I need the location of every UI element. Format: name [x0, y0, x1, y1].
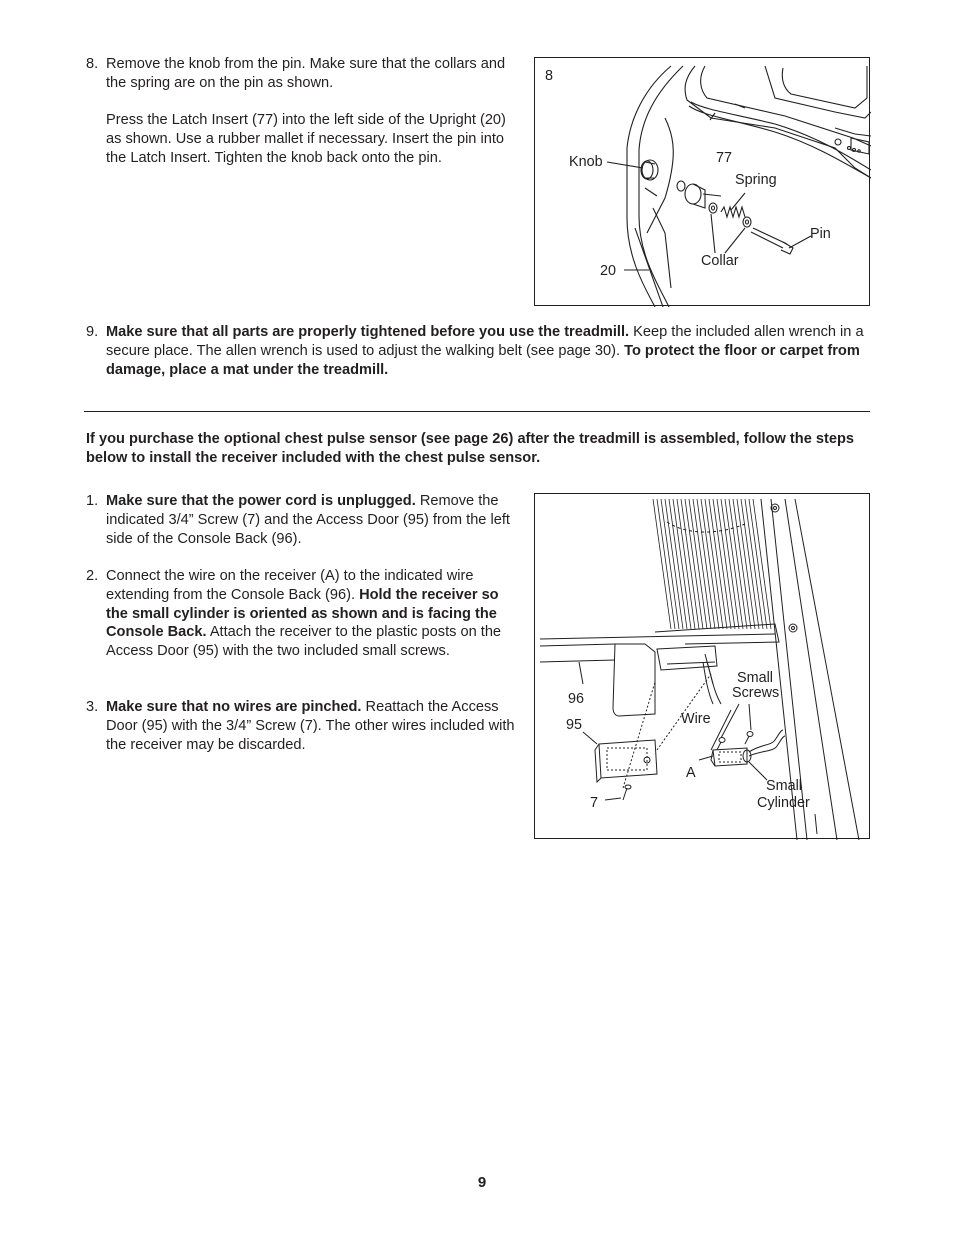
receiver-step-1-body: Remove the indicated 3/4” Screw (7) and the Access Door (95) from the left side of the Console Back (96). [106, 493, 510, 547]
receiver-step-2-body-1: Connect the wire on the receiver (A) to the indicated wire extending from the Console Back (96). [106, 568, 474, 603]
label-part-20: 20 [600, 263, 617, 279]
label-part-96: 96 [568, 691, 585, 707]
receiver-step-2-number: 2. [86, 568, 99, 584]
label-wire: Wire [681, 711, 711, 727]
receiver-illustration [535, 494, 871, 840]
receiver-step-3-text [106, 698, 518, 754]
label-pin: Pin [810, 226, 831, 242]
receiver-step-2-text [106, 567, 518, 661]
receiver-step-3-body: Reattach the Access Door (95) with the 3/4” Screw (7). The other wires included with the receiver may be discarded. [106, 699, 515, 753]
receiver-step-1-text [106, 492, 518, 548]
receiver-step-2-body-2: Attach the receiver to the plastic posts on the Access Door (95) with the two included small screws. [106, 624, 502, 660]
label-collar: Collar [701, 253, 739, 269]
label-part-77: 77 [716, 150, 733, 166]
page-number: 9 [477, 1174, 487, 1191]
label-part-95: 95 [566, 717, 583, 733]
receiver-step-2-bold: Hold the receiver so the small cylinder is oriented as shown and is facing the Console Back. [106, 586, 499, 641]
figure-8-number: 8 [545, 68, 554, 84]
step-9-bold-2: To protect the floor or carpet from damage, place a mat under the treadmill. [106, 342, 860, 378]
figure-receiver-installation [534, 493, 870, 839]
step-9-bold-1: Make sure that all parts are properly tightened before you use the treadmill. [106, 324, 630, 340]
label-part-7: 7 [590, 795, 599, 811]
label-small-cylinder-1: Small [766, 778, 802, 794]
section-divider [84, 411, 870, 412]
label-spring: Spring [735, 172, 777, 188]
step-9-number: 9. [86, 324, 99, 340]
receiver-step-1-number: 1. [86, 493, 99, 509]
label-knob: Knob [569, 154, 603, 170]
chest-pulse-intro: If you purchase the optional chest pulse sensor (see page 26) after the treadmill is assembled, follow the steps below to install the receiver included with the chest pulse sensor. [86, 431, 855, 466]
label-small-cylinder-2: Cylinder [757, 795, 810, 811]
label-receiver-a: A [686, 765, 696, 781]
label-small-screws-2: Screws [732, 685, 780, 701]
step-8-para-2: Press the Latch Insert (77) into the left side of the Upright (20) as shown. Use a rubber mallet if necessary. Insert the pin into the Latch Insert. Tighten the knob back onto the pin. [106, 112, 506, 166]
step-9-body: Keep the included allen wrench in a secure place. The allen wrench is used to adjust the walking belt (see page 30). [106, 324, 864, 359]
label-small-screws-1: Small [737, 670, 773, 686]
receiver-step-3-bold: Make sure that no wires are pinched. [106, 699, 362, 715]
receiver-step-3-number: 3. [86, 699, 99, 715]
receiver-step-1-bold: Make sure that the power cord is unplugged. [106, 493, 416, 509]
step-8-number: 8. [86, 56, 99, 72]
step-8-para-1: Remove the knob from the pin. Make sure that the collars and the spring are on the pin as shown. [106, 56, 506, 91]
figure-8-latch-insert [534, 57, 870, 306]
step-9-text [106, 323, 868, 379]
